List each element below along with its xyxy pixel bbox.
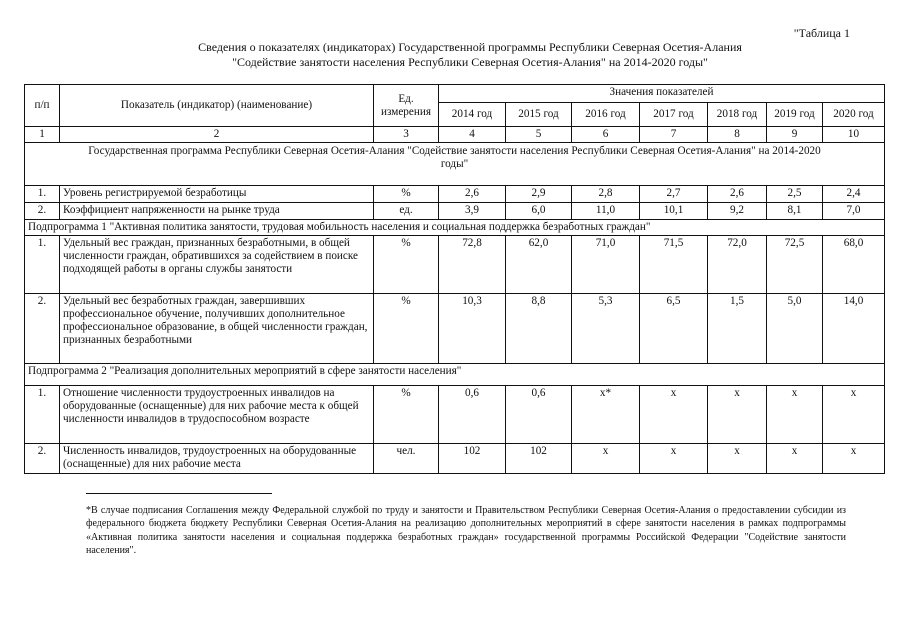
title-line-2: "Содействие занятости населения Республики Северная Осетия-Алания" на 2014-2020 годы" [232,55,708,69]
value-cell: 2,5 [767,186,823,203]
value-cell: 71,5 [640,236,708,294]
value-cell: 0,6 [506,386,572,444]
value-cell: 2,9 [506,186,572,203]
value-cell: 5,3 [572,294,640,364]
indicators-table [24,84,885,474]
value-cell: х [767,444,823,474]
unit-cell: чел. [374,444,439,474]
value-cell: 6,5 [640,294,708,364]
unit-cell: % [374,236,439,294]
value-cell: 8,8 [506,294,572,364]
unit-cell: % [374,294,439,364]
value-cell: 71,0 [572,236,640,294]
title-line-1: Сведения о показателях (индикаторах) Государственной программы Республики Северная Осетия-Алания [198,40,742,54]
unit-cell: % [374,186,439,203]
indicator-name: Удельный вес граждан, признанных безработными, в общей численности граждан, обратившихся за содействием в поиске подходящей работы в органы службы занятости [60,236,374,294]
header-unit: Ед. измерения [374,85,439,127]
header-year: 2020 год [823,103,885,127]
value-cell: 9,2 [708,203,767,220]
unit-cell: ед. [374,203,439,220]
value-cell: 102 [439,444,506,474]
value-cell: 72,8 [439,236,506,294]
indicator-name: Удельный вес безработных граждан, завершивших профессиональное обучение, получивших дополнительное профессиональное образование, в общей численности граждан, признанных безработными [60,294,374,364]
footnote-divider [86,493,272,494]
value-cell: х [640,386,708,444]
row-num: 1. [25,386,60,444]
value-cell: 62,0 [506,236,572,294]
header-num: п/п [25,85,60,127]
header-year: 2015 год [506,103,572,127]
table-number: "Таблица 1 [793,26,850,40]
row-num: 2. [25,294,60,364]
value-cell: 102 [506,444,572,474]
value-cell: 68,0 [823,236,885,294]
value-cell: 3,9 [439,203,506,220]
header-year: 2019 год [767,103,823,127]
value-cell: х [823,386,885,444]
value-cell: 7,0 [823,203,885,220]
indicator-name: Уровень регистрируемой безработицы [60,186,374,203]
value-cell: 10,3 [439,294,506,364]
value-cell: 72,5 [767,236,823,294]
col-number: 9 [767,127,823,143]
value-cell: х [767,386,823,444]
footnote: *В случае подписания Соглашения между Федеральной службой по труду и занятости и Правительством Республики Северная Осетия-Алания о предоставлении субсидии из федерального бюджета бюджету Республики Северная Осетия-Алания на реализацию дополнительных мероприятий в сфере занятости населения в рамках подпрограммы «Активная политика занятости населения и социальная поддержка безработных граждан» государственной программы Российской Федерации "Содействие занятости населения". [86,505,846,557]
value-cell: 6,0 [506,203,572,220]
row-num: 1. [25,236,60,294]
value-cell: 10,1 [640,203,708,220]
col-number: 3 [374,127,439,143]
row-num: 2. [25,444,60,474]
value-cell: 1,5 [708,294,767,364]
value-cell: х [708,444,767,474]
document-title [120,40,820,70]
program-title: Государственная программа Республики Северная Осетия-Алания "Содействие занятости населения Республики Северная Осетия-Алания" на 2014-2020 годы" [25,143,885,186]
indicator-name: Коэффициент напряженности на рынке труда [60,203,374,220]
col-number: 4 [439,127,506,143]
value-cell: 2,4 [823,186,885,203]
unit-cell: % [374,386,439,444]
value-cell: х [640,444,708,474]
value-cell: 2,6 [439,186,506,203]
col-number: 6 [572,127,640,143]
header-values-group: Значения показателей [439,85,885,103]
subprogram-2-title: Подпрограмма 2 "Реализация дополнительных мероприятий в сфере занятости населения" [25,364,885,386]
value-cell: 72,0 [708,236,767,294]
col-number: 8 [708,127,767,143]
value-cell: х [823,444,885,474]
value-cell: х [708,386,767,444]
col-number: 5 [506,127,572,143]
indicator-name: Отношение численности трудоустроенных инвалидов на оборудованные (оснащенные) для них рабочие места к общей численности инвалидов в трудоспособном возрасте [60,386,374,444]
subprogram-1-title: Подпрограмма 1 "Активная политика занятости, трудовая мобильность населения и социальная поддержка безработных граждан" [25,220,885,236]
value-cell: 2,6 [708,186,767,203]
indicator-name: Численность инвалидов, трудоустроенных на оборудованные (оснащенные) для них рабочие места [60,444,374,474]
header-year: 2016 год [572,103,640,127]
row-num: 2. [25,203,60,220]
value-cell: 11,0 [572,203,640,220]
value-cell: 2,7 [640,186,708,203]
value-cell: 8,1 [767,203,823,220]
header-year: 2018 год [708,103,767,127]
row-num: 1. [25,186,60,203]
col-number: 2 [60,127,374,143]
value-cell: х [572,444,640,474]
col-number: 7 [640,127,708,143]
value-cell: 0,6 [439,386,506,444]
value-cell: 14,0 [823,294,885,364]
header-year: 2014 год [439,103,506,127]
header-indicator: Показатель (индикатор) (наименование) [60,85,374,127]
value-cell: х* [572,386,640,444]
col-number: 10 [823,127,885,143]
value-cell: 2,8 [572,186,640,203]
value-cell: 5,0 [767,294,823,364]
col-number: 1 [25,127,60,143]
header-year: 2017 год [640,103,708,127]
